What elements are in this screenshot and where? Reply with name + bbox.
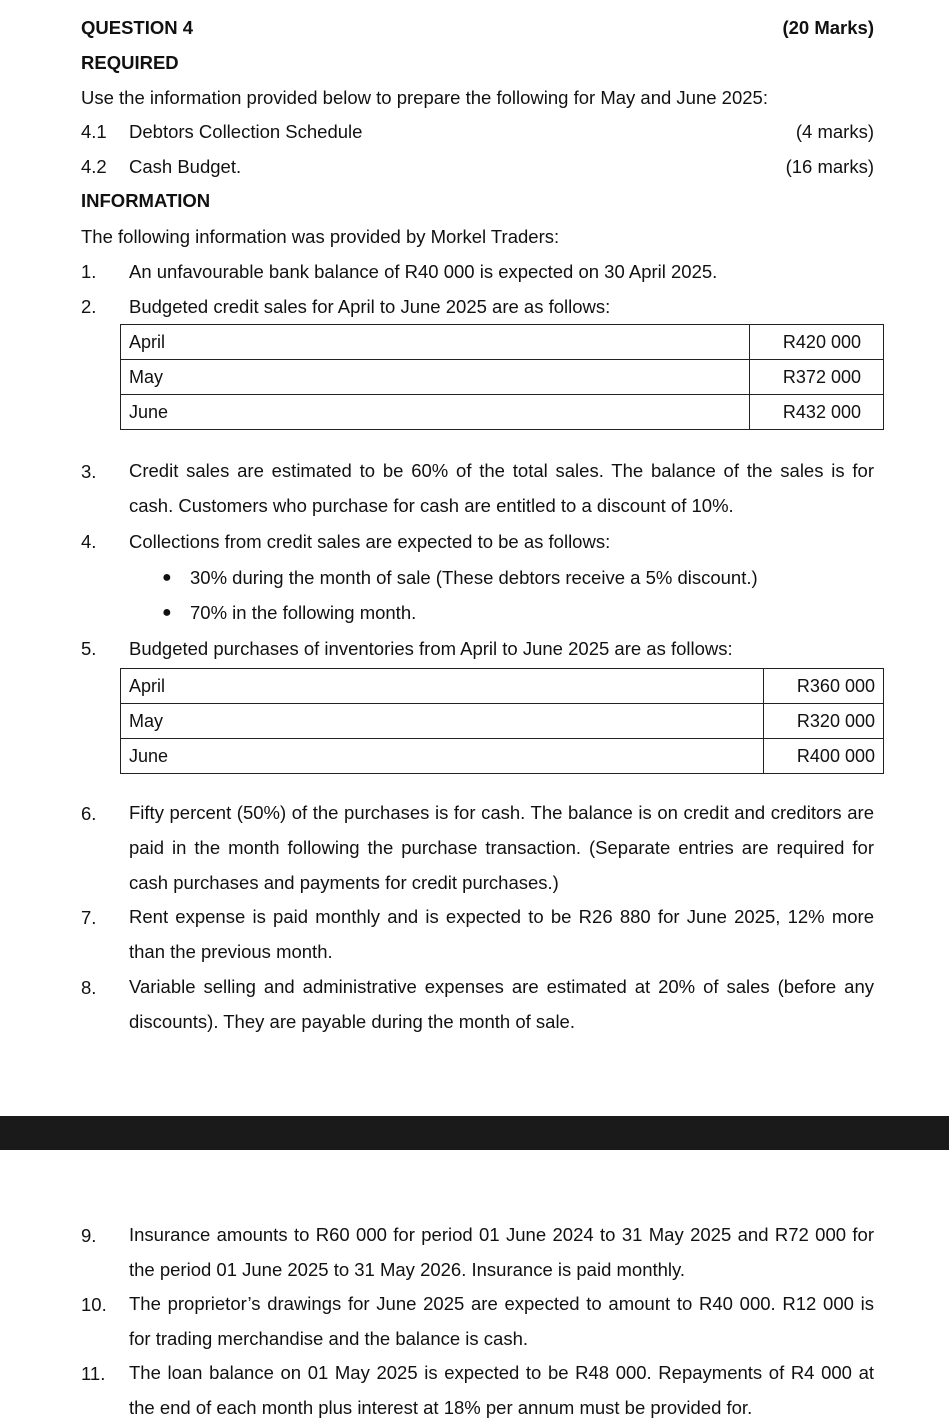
bullet-text: 30% during the month of sale (These debtors receive a 5% discount.)	[190, 567, 758, 588]
month-cell: June	[121, 395, 750, 430]
item-11-text: The loan balance on 01 May 2025 is expected to be R48 000. Repayments of R4 000 at the end of each month plus interest at 18% per annum must be provided for.	[129, 1362, 874, 1418]
item-3-text: Credit sales are estimated to be 60% of the total sales. The balance of the sales is for cash. Customers who purchase for cash are entitled to a discount of 10%.	[129, 460, 874, 516]
information-heading: INFORMATION	[81, 190, 211, 211]
item-number: 1.	[81, 261, 97, 282]
month-cell: June	[121, 739, 764, 774]
item-8-text: Variable selling and administrative expenses are estimated at 20% of sales (before any discounts). They are payable during the month of sale.	[129, 976, 874, 1032]
table-row	[121, 360, 884, 395]
task-number: 4.1	[81, 121, 107, 142]
amount-cell: R400 000	[764, 739, 884, 774]
item-number: 9.	[81, 1225, 97, 1246]
month-cell: May	[121, 360, 750, 395]
month-cell: May	[121, 704, 764, 739]
item-4-text: Collections from credit sales are expected to be as follows:	[129, 531, 611, 552]
table-row	[121, 704, 884, 739]
item-number: 8.	[81, 977, 97, 998]
bullet-text: 70% in the following month.	[190, 602, 417, 623]
task-marks: (16 marks)	[785, 156, 874, 177]
required-heading: REQUIRED	[81, 52, 179, 73]
table-row	[121, 739, 884, 774]
question-title: QUESTION 4	[81, 17, 194, 38]
task-label: Debtors Collection Schedule	[129, 121, 363, 142]
amount-cell: R432 000	[750, 395, 884, 430]
item-5-text: Budgeted purchases of inventories from April to June 2025 are as follows:	[129, 638, 733, 659]
amount-cell: R360 000	[764, 669, 884, 704]
page-divider	[0, 1116, 949, 1150]
item-1-text: An unfavourable bank balance of R40 000 is expected on 30 April 2025.	[129, 261, 718, 282]
item-number: 5.	[81, 638, 97, 659]
purchases-table	[120, 668, 884, 774]
month-cell: April	[121, 325, 750, 360]
amount-cell: R320 000	[764, 704, 884, 739]
item-10-text: The proprietor’s drawings for June 2025 are expected to amount to R40 000. R12 000 is for trading merchandise and the balance is cash.	[129, 1293, 874, 1349]
month-cell: April	[121, 669, 764, 704]
bullet-icon: ●	[162, 604, 172, 621]
task-label: Cash Budget.	[129, 156, 242, 177]
item-2-text: Budgeted credit sales for April to June 2025 are as follows:	[129, 296, 611, 317]
item-9-text: Insurance amounts to R60 000 for period 01 June 2024 to 31 May 2025 and R72 000 for the period 01 June 2025 to 31 May 2026. Insurance is paid monthly.	[129, 1224, 874, 1280]
item-number: 2.	[81, 296, 97, 317]
item-6-text: Fifty percent (50%) of the purchases is for cash. The balance is on credit and creditors are paid in the month following the purchase transaction. (Separate entries are required for cash purchases and payments for credit purchases.)	[129, 802, 874, 893]
item-number: 3.	[81, 461, 97, 482]
amount-cell: R372 000	[750, 360, 884, 395]
amount-cell: R420 000	[750, 325, 884, 360]
information-intro: The following information was provided by Morkel Traders:	[81, 226, 560, 247]
table-row	[121, 669, 884, 704]
item-7-text: Rent expense is paid monthly and is expected to be R26 880 for June 2025, 12% more than the previous month.	[129, 906, 874, 962]
instruction-text: Use the information provided below to prepare the following for May and June 2025:	[81, 87, 768, 108]
total-marks: (20 Marks)	[782, 17, 874, 38]
item-number: 6.	[81, 803, 97, 824]
item-number: 11.	[81, 1363, 106, 1384]
item-number: 4.	[81, 531, 97, 552]
item-number: 10.	[81, 1294, 107, 1315]
task-number: 4.2	[81, 156, 107, 177]
task-marks: (4 marks)	[795, 121, 874, 142]
credit-sales-table	[120, 324, 884, 430]
bullet-icon: ●	[162, 569, 172, 586]
table-row	[121, 395, 884, 430]
table-row	[121, 325, 884, 360]
item-number: 7.	[81, 907, 97, 928]
